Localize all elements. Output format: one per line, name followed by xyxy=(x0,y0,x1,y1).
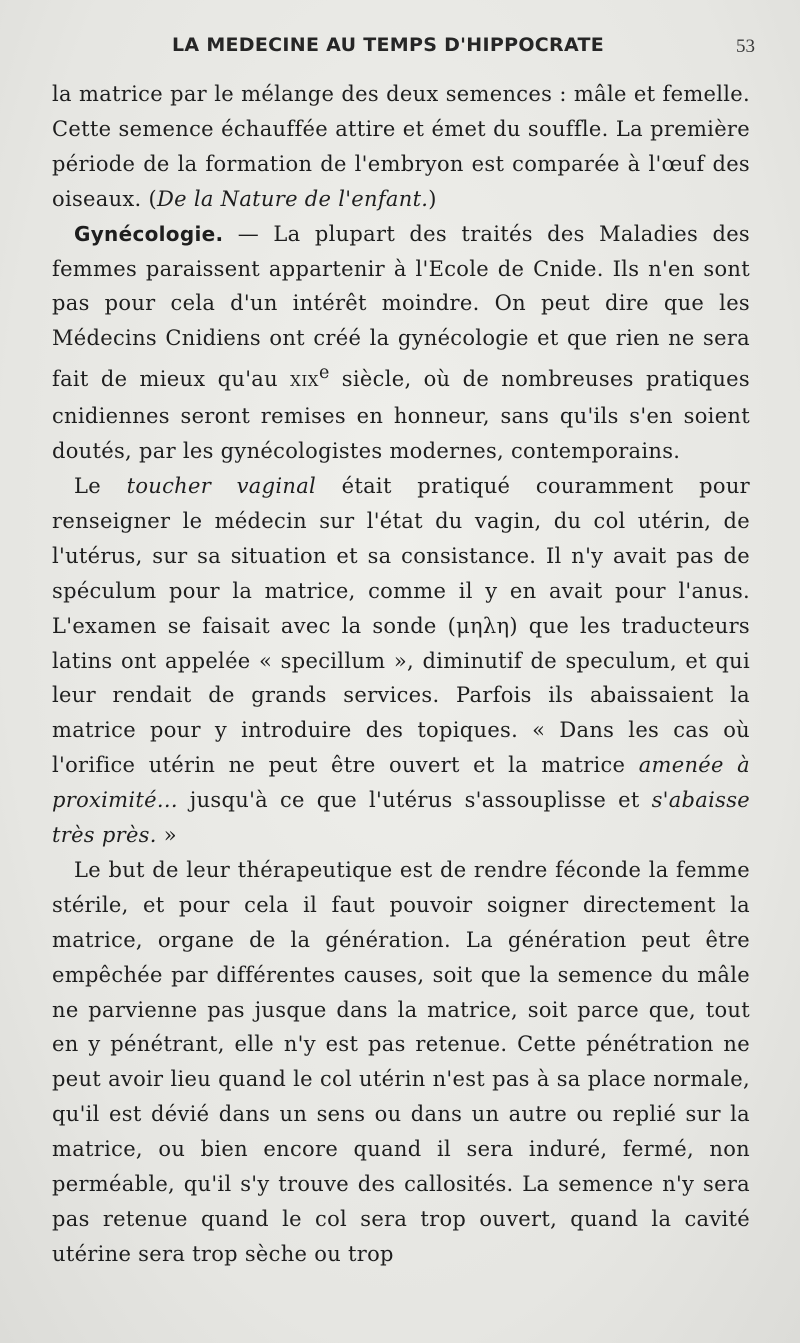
closing-guillemet: » xyxy=(156,823,177,848)
emphasis-quote: amenée à proximité... xyxy=(52,753,750,813)
paragraph-text: Le xyxy=(74,473,127,498)
running-title: LA MEDECINE AU TEMPS D'HIPPOCRATE xyxy=(172,34,605,56)
source-citation: De la Nature de l'enfant. xyxy=(157,186,429,211)
paragraph-text: était pratiqué couramment pour renseigner le médecin sur l'état du vagin, du col utérin, de l'utérus, sur sa situation et sa consistance. Il n'y avait pas de spéculum pour la matrice, comme il y en avait pour l'anus. L'examen se faisait avec la sonde (μηλη) que les traducteurs latins ont appelée « specillum », diminutif de speculum, et qui leur rendait de grands services. Parfois ils abaissaient la matrice pour y introduire des topiques. « Dans les cas où l'orifice utérin ne peut être ouvert et la matrice xyxy=(52,473,750,778)
open-paren: ( xyxy=(148,186,158,211)
paragraph-gynecologie xyxy=(52,217,750,469)
page-header xyxy=(0,34,800,64)
paragraph-toucher-vaginal xyxy=(52,469,750,853)
close-paren: ) xyxy=(428,186,437,211)
body-text xyxy=(52,77,750,1272)
paragraph-text: la matrice par le mélange des deux semences : mâle et femelle. Cette semence échauffée attire et émet du souffle. La première période de la formation de l'embryon est comparée à l'œuf des oiseaux. xyxy=(52,82,750,211)
section-heading: Gynécologie. xyxy=(74,221,224,246)
century-numeral: XIX xyxy=(290,372,319,391)
century-suffix: e xyxy=(318,363,330,384)
paragraph-embryo xyxy=(52,77,750,217)
emphasis-quote: s'abaisse très près. xyxy=(52,788,750,848)
paragraph-text: Le but de leur thérapeutique est de rendre féconde la femme stérile, et pour cela il faut pouvoir soigner directement la matrice, organe de la génération. La génération peut être empêchée par différentes causes, soit que la semence du mâle ne parvienne pas jusque dans la matrice, soit parce que, tout en y pénétrant, elle n'y est pas retenue. Cette pénétration ne peut avoir lieu quand le col utérin n'est pas à sa place normale, qu'il est dévié dans un sens ou dans un autre ou replié sur la matrice, ou bien encore quand il sera induré, fermé, non perméable, qu'il s'y trouve des callosités. La semence n'y sera pas retenue quand le col sera trop ouvert, quand la cavité utérine sera trop sèche ou trop xyxy=(52,857,750,1266)
paragraph-therapeutique xyxy=(52,853,750,1272)
emphasis-term: toucher vaginal xyxy=(126,473,317,498)
paragraph-text: — La plupart des traités des Maladies des femmes paraissent appartenir à l'Ecole de Cnide. Ils n'en sont pas pour cela d'un intérêt moindre. On peut dire que les Médecins Cnidiens ont créé la gynécologie et que rien ne sera fait de mieux qu'au xyxy=(52,221,750,392)
paragraph-text: jusqu'à ce que l'utérus s'assouplisse et xyxy=(177,788,652,813)
paragraph-text: siècle, où de nombreuses pratiques cnidiennes seront remises en honneur, sans qu'ils s'en soient doutés, par les gynécologistes modernes, contemporains. xyxy=(52,367,750,464)
page-number: 53 xyxy=(736,36,755,57)
